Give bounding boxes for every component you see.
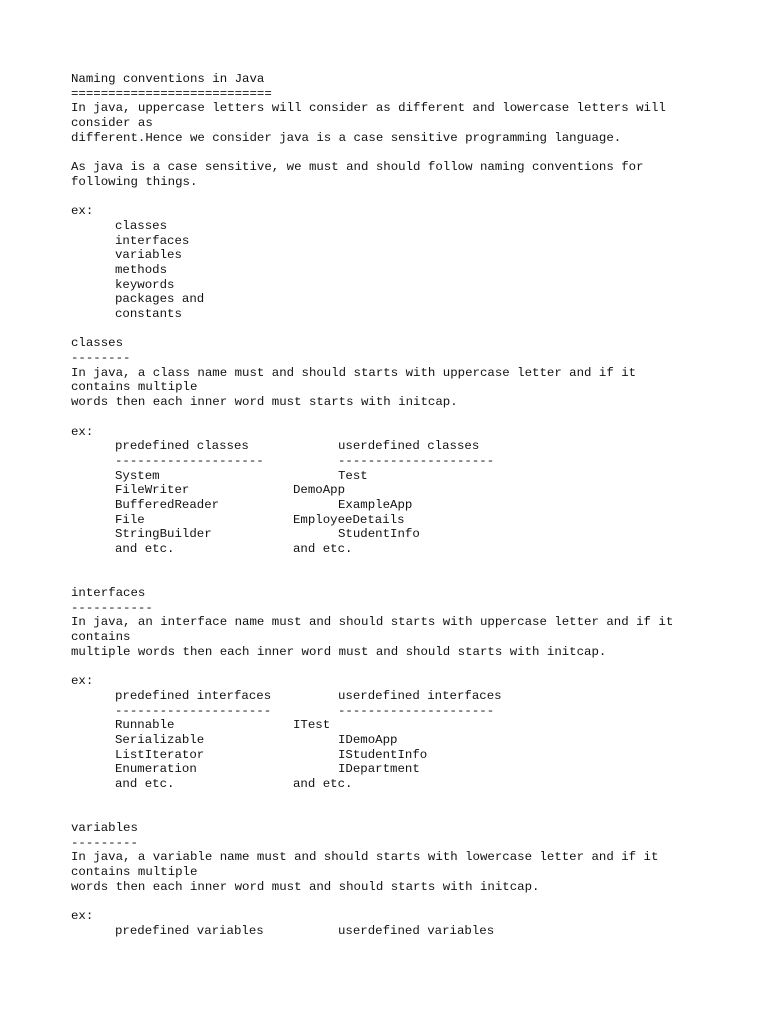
table-rule-row bbox=[71, 704, 748, 719]
things-list-item bbox=[71, 263, 748, 278]
predefined-header: predefined variables bbox=[115, 923, 264, 938]
predefined-rule: -------------------- bbox=[115, 453, 264, 468]
things-item-label: classes bbox=[115, 218, 168, 233]
table-row bbox=[71, 718, 748, 733]
section-desc-line: contains bbox=[71, 630, 131, 645]
table-row bbox=[71, 542, 748, 557]
section-desc-line: In java, an interface name must and should starts with uppercase letter and if it bbox=[71, 615, 674, 630]
table-row bbox=[71, 527, 748, 542]
interfaces-example-table bbox=[71, 689, 748, 792]
userdefined-header: userdefined interfaces bbox=[338, 688, 502, 703]
userdefined-name: and etc. bbox=[293, 542, 353, 556]
things-item-label: keywords bbox=[115, 277, 175, 292]
userdefined-header: userdefined classes bbox=[338, 439, 480, 454]
predefined-header: predefined classes bbox=[115, 439, 249, 454]
classes-example-table bbox=[71, 439, 748, 557]
table-row bbox=[71, 513, 748, 528]
userdefined-name: IDepartment bbox=[338, 762, 420, 777]
userdefined-name: ExampleApp bbox=[338, 497, 413, 512]
predefined-name: BufferedReader bbox=[115, 497, 220, 512]
things-item-label: packages and bbox=[115, 292, 205, 307]
userdefined-rule: --------------------- bbox=[338, 453, 495, 468]
section-desc-line: words then each inner word must and should starts with initcap. bbox=[71, 879, 540, 894]
predefined-name: StringBuilder bbox=[115, 527, 212, 542]
section-underline: --------- bbox=[71, 835, 138, 850]
intro-line: consider as bbox=[71, 116, 153, 131]
section-desc-line: words then each inner word must starts with initcap. bbox=[71, 395, 458, 410]
predefined-rule: --------------------- bbox=[115, 703, 272, 718]
ex-label: ex: bbox=[71, 424, 94, 439]
doc-title: Naming conventions in Java bbox=[71, 72, 265, 86]
things-list-item bbox=[71, 278, 748, 293]
table-row bbox=[71, 748, 748, 763]
things-item-label: constants bbox=[115, 307, 182, 321]
section-desc-line: contains multiple bbox=[71, 380, 198, 395]
userdefined-name: DemoApp bbox=[293, 483, 346, 498]
predefined-name: File bbox=[115, 512, 145, 527]
userdefined-name: IStudentInfo bbox=[338, 747, 428, 762]
document-page bbox=[71, 72, 748, 939]
userdefined-name: Test bbox=[338, 468, 368, 483]
section-desc-line: contains multiple bbox=[71, 865, 198, 880]
userdefined-rule: --------------------- bbox=[338, 703, 495, 718]
intro-line: different.Hence we consider java is a case sensitive programming language. bbox=[71, 130, 622, 145]
section-desc-line: In java, a class name must and should starts with uppercase letter and if it bbox=[71, 365, 637, 380]
predefined-name: FileWriter bbox=[115, 483, 190, 498]
things-item-label: variables bbox=[115, 248, 182, 263]
userdefined-header: userdefined variables bbox=[338, 923, 495, 938]
table-row bbox=[71, 498, 748, 513]
table-row bbox=[71, 733, 748, 748]
follow-line: following things. bbox=[71, 174, 198, 189]
predefined-name: and etc. bbox=[115, 542, 175, 556]
things-item-label: interfaces bbox=[115, 233, 190, 248]
things-list-item bbox=[71, 307, 748, 322]
things-list-item bbox=[71, 219, 748, 234]
things-list-item bbox=[71, 248, 748, 263]
section-heading-variables: variables bbox=[71, 821, 138, 836]
section-underline: ----------- bbox=[71, 600, 153, 615]
section-heading-classes: classes bbox=[71, 336, 124, 351]
things-list bbox=[71, 219, 748, 322]
predefined-name: Enumeration bbox=[115, 762, 197, 777]
predefined-name: Serializable bbox=[115, 732, 205, 747]
predefined-name: System bbox=[115, 468, 160, 483]
table-row bbox=[71, 762, 748, 777]
predefined-name: Runnable bbox=[115, 718, 175, 733]
section-underline: -------- bbox=[71, 351, 131, 366]
section-heading-interfaces: interfaces bbox=[71, 586, 146, 601]
table-rule-row bbox=[71, 454, 748, 469]
table-row bbox=[71, 483, 748, 498]
things-item-label: methods bbox=[115, 262, 168, 277]
userdefined-name: StudentInfo bbox=[338, 527, 420, 542]
ex-label: ex: bbox=[71, 674, 94, 689]
things-list-item bbox=[71, 234, 748, 249]
section-desc-line: In java, a variable name must and should starts with lowercase letter and if it bbox=[71, 850, 659, 865]
table-row bbox=[71, 777, 748, 792]
ex-label: ex: bbox=[71, 204, 94, 219]
doc-title-underline: =========================== bbox=[71, 86, 272, 101]
table-header-row bbox=[71, 689, 748, 704]
things-list-item bbox=[71, 292, 748, 307]
table-header-row bbox=[71, 439, 748, 454]
predefined-name: ListIterator bbox=[115, 747, 205, 762]
ex-label: ex: bbox=[71, 909, 94, 924]
section-desc-line: multiple words then each inner word must and should starts with initcap. bbox=[71, 644, 607, 659]
userdefined-name: and etc. bbox=[293, 777, 353, 791]
predefined-name: and etc. bbox=[115, 777, 175, 791]
table-row bbox=[71, 469, 748, 484]
userdefined-name: EmployeeDetails bbox=[293, 512, 405, 527]
intro-line: In java, uppercase letters will consider as different and lowercase letters will bbox=[71, 101, 666, 116]
predefined-header: predefined interfaces bbox=[115, 688, 272, 703]
table-header-row bbox=[71, 924, 748, 939]
userdefined-name: IDemoApp bbox=[338, 732, 398, 747]
follow-line: As java is a case sensitive, we must and should follow naming conventions for bbox=[71, 160, 644, 175]
userdefined-name: ITest bbox=[293, 718, 331, 733]
